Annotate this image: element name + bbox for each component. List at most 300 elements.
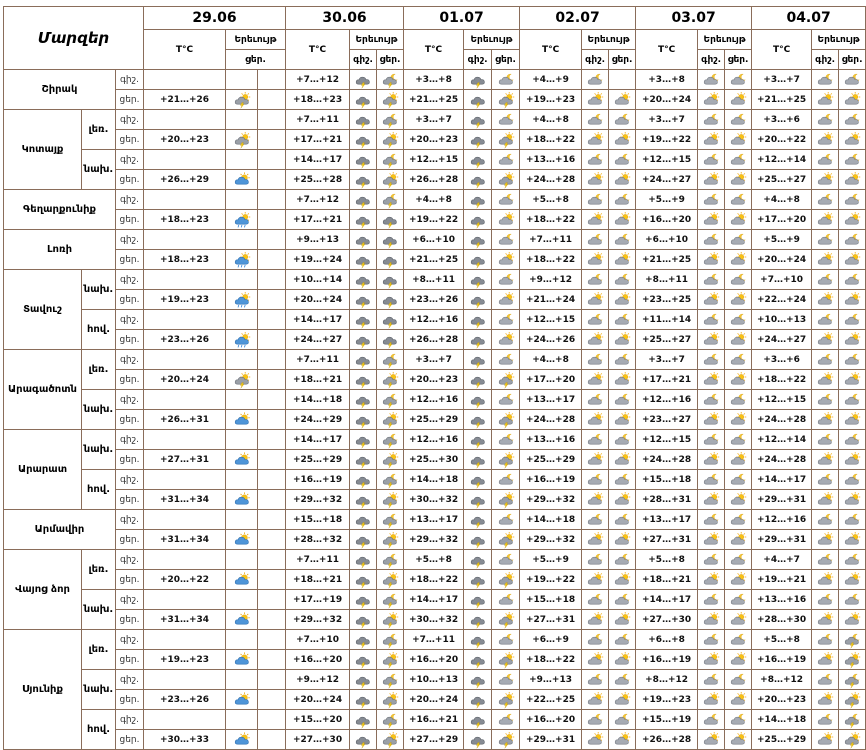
cloud-lightning-icon xyxy=(468,433,488,449)
temperature-cell: +9…+12 xyxy=(286,670,350,690)
weather-cell xyxy=(609,730,636,750)
weather-cell xyxy=(492,650,520,670)
cloudy-moon-icon xyxy=(701,713,721,729)
period-label: գիշ. xyxy=(116,70,144,90)
night-header: գիշ. xyxy=(698,50,725,70)
weather-cell xyxy=(350,710,377,730)
temperature-cell: +18…+22 xyxy=(520,210,582,230)
cloudy-sun-icon xyxy=(842,213,862,229)
cloudy-moon-icon xyxy=(612,273,632,289)
weather-cell xyxy=(464,290,492,310)
table-row xyxy=(4,250,866,270)
temperature-cell: +18…+23 xyxy=(286,90,350,110)
thunder-sun-icon xyxy=(496,733,516,749)
weather-cell xyxy=(698,650,725,670)
temperature-cell xyxy=(144,310,226,330)
cloudy-moon-icon xyxy=(815,353,835,369)
weather-cell xyxy=(377,470,404,490)
weather-cell xyxy=(226,550,258,570)
temperature-cell: +21…+25 xyxy=(404,90,464,110)
weather-cell xyxy=(377,450,404,470)
cloudy-moon-icon xyxy=(842,553,862,569)
zone-label: լեռ. xyxy=(82,110,116,150)
weather-cell xyxy=(258,530,286,550)
cloudy-moon-icon xyxy=(728,633,748,649)
cloudy-sun-icon xyxy=(728,653,748,669)
cloudy-sun-icon xyxy=(701,413,721,429)
weather-cell xyxy=(725,110,752,130)
cloudy-moon-icon xyxy=(496,353,516,369)
temperature-cell: +24…+27 xyxy=(636,170,698,190)
temperature-cell xyxy=(144,110,226,130)
cloud-lightning-icon xyxy=(353,233,373,249)
weather-cell xyxy=(725,410,752,430)
cloud-lightning-icon xyxy=(353,553,373,569)
partly-cloudy-icon xyxy=(232,573,252,589)
cloudy-sun-icon xyxy=(815,133,835,149)
cloudy-moon-icon xyxy=(612,673,632,689)
thunder-moon-icon xyxy=(380,633,400,649)
cloudy-moon-icon xyxy=(728,593,748,609)
temperature-cell: +24…+27 xyxy=(752,330,812,350)
weather-cell xyxy=(377,90,404,110)
cloudy-moon-icon xyxy=(701,73,721,89)
thunder-sun-icon xyxy=(380,693,400,709)
region-name: Լոռի xyxy=(4,230,116,270)
weather-cell xyxy=(492,670,520,690)
thunder-sun-icon xyxy=(380,533,400,549)
cloud-lightning-icon xyxy=(353,673,373,689)
weather-cell xyxy=(377,610,404,630)
weather-cell xyxy=(725,390,752,410)
temperature-cell: +3…+7 xyxy=(636,110,698,130)
temperature-cell: +12…+16 xyxy=(636,390,698,410)
zone-label: նախ. xyxy=(82,430,116,470)
temperature-cell: +19…+21 xyxy=(752,570,812,590)
weather-cell xyxy=(609,230,636,250)
weather-header: Երեւույթ xyxy=(350,30,404,50)
cloudy-moon-icon xyxy=(815,153,835,169)
temperature-cell: +14…+17 xyxy=(636,590,698,610)
temperature-cell: +18…+21 xyxy=(286,570,350,590)
weather-cell xyxy=(582,330,609,350)
temperature-cell: +12…+15 xyxy=(404,150,464,170)
weather-cell xyxy=(258,350,286,370)
cloudy-sun-icon xyxy=(612,693,632,709)
temperature-cell: +4…+8 xyxy=(404,190,464,210)
weather-cell xyxy=(725,670,752,690)
table-row xyxy=(4,150,866,170)
cloudy-moon-icon xyxy=(842,433,862,449)
weather-cell xyxy=(725,490,752,510)
temperature-cell: +5…+9 xyxy=(752,230,812,250)
weather-cell xyxy=(377,530,404,550)
weather-cell xyxy=(812,130,839,150)
period-label: գիշ. xyxy=(116,150,144,170)
weather-cell xyxy=(812,230,839,250)
partly-cloudy-icon xyxy=(232,653,252,669)
cloudy-sun-icon xyxy=(728,493,748,509)
weather-cell xyxy=(258,450,286,470)
weather-cell xyxy=(812,350,839,370)
weather-cell xyxy=(492,210,520,230)
weather-cell xyxy=(582,270,609,290)
temperature-cell: +7…+10 xyxy=(286,630,350,650)
cloudy-sun-icon xyxy=(842,533,862,549)
weather-cell xyxy=(725,430,752,450)
temperature-cell: +23…+26 xyxy=(144,690,226,710)
cloudy-sun-icon xyxy=(701,93,721,109)
cloudy-moon-icon xyxy=(585,113,605,129)
temperature-cell: +27…+31 xyxy=(520,610,582,630)
weather-cell xyxy=(609,290,636,310)
cloudy-sun-icon xyxy=(728,613,748,629)
cloudy-sun-icon xyxy=(815,373,835,389)
weather-cell xyxy=(698,230,725,250)
weather-cell xyxy=(839,130,866,150)
cloudy-moon-icon xyxy=(728,233,748,249)
temperature-cell: +31…+34 xyxy=(144,490,226,510)
cloudy-moon-icon xyxy=(585,353,605,369)
weather-cell xyxy=(839,690,866,710)
temperature-cell: +18…+21 xyxy=(636,570,698,590)
temperature-cell: +30…+32 xyxy=(404,610,464,630)
weather-cell xyxy=(725,530,752,550)
weather-cell xyxy=(725,370,752,390)
weather-cell xyxy=(258,430,286,450)
temperature-cell: +18…+21 xyxy=(286,370,350,390)
weather-cell xyxy=(492,390,520,410)
cloud-lightning-icon xyxy=(380,333,400,349)
weather-cell xyxy=(226,590,258,610)
temperature-cell: +18…+22 xyxy=(520,130,582,150)
cloudy-sun-icon xyxy=(728,373,748,389)
weather-cell xyxy=(839,70,866,90)
weather-cell xyxy=(377,350,404,370)
temperature-cell: +17…+21 xyxy=(286,210,350,230)
table-row xyxy=(4,730,866,750)
period-label: գիշ. xyxy=(116,230,144,250)
table-row xyxy=(4,610,866,630)
weather-cell xyxy=(226,630,258,650)
cloudy-moon-icon xyxy=(701,513,721,529)
temperature-cell: +17…+20 xyxy=(752,210,812,230)
weather-cell xyxy=(839,670,866,690)
temperature-cell: +4…+7 xyxy=(752,550,812,570)
table-row xyxy=(4,390,866,410)
thunder-sun-icon xyxy=(380,173,400,189)
cloud-lightning-icon xyxy=(353,393,373,409)
date-header: 02.07 xyxy=(520,7,636,30)
weather-cell xyxy=(698,70,725,90)
partly-cloudy-icon xyxy=(232,493,252,509)
weather-cell xyxy=(582,130,609,150)
date-header: 30.06 xyxy=(286,7,404,30)
cloudy-sun-icon xyxy=(815,533,835,549)
weather-cell xyxy=(377,710,404,730)
cloudy-moon-icon xyxy=(496,153,516,169)
weather-cell xyxy=(258,690,286,710)
region-name: Արմավիր xyxy=(4,510,116,550)
weather-cell xyxy=(582,70,609,90)
temperature-cell xyxy=(144,190,226,210)
temperature-cell xyxy=(144,230,226,250)
cloudy-moon-icon xyxy=(496,233,516,249)
weather-cell xyxy=(582,210,609,230)
temperature-cell: +24…+29 xyxy=(286,410,350,430)
weather-cell xyxy=(377,390,404,410)
temperature-cell: +14…+17 xyxy=(286,430,350,450)
weather-cell xyxy=(464,650,492,670)
weather-header: Երեւույթ xyxy=(698,30,752,50)
cloudy-moon-icon xyxy=(612,113,632,129)
cloud-lightning-icon xyxy=(468,93,488,109)
weather-cell xyxy=(258,650,286,670)
temperature-cell: +21…+26 xyxy=(144,90,226,110)
temperature-cell: +20…+22 xyxy=(144,570,226,590)
weather-cell xyxy=(698,130,725,150)
cloud-lightning-icon xyxy=(353,733,373,749)
weather-cell xyxy=(464,530,492,550)
partly-cloudy-icon xyxy=(232,453,252,469)
weather-cell xyxy=(582,590,609,610)
weather-cell xyxy=(226,150,258,170)
temp-header: T°C xyxy=(404,30,464,70)
cloud-lightning-icon xyxy=(380,273,400,289)
cloud-lightning-icon xyxy=(468,553,488,569)
weather-cell xyxy=(350,170,377,190)
weather-cell xyxy=(698,590,725,610)
cloudy-sun-icon xyxy=(701,613,721,629)
region-name: Կոտայք xyxy=(4,110,82,190)
cloudy-moon-icon xyxy=(585,633,605,649)
temperature-cell: +18…+22 xyxy=(520,650,582,670)
weather-cell xyxy=(492,550,520,570)
weather-cell xyxy=(226,690,258,710)
weather-cell xyxy=(492,70,520,90)
weather-cell xyxy=(609,690,636,710)
weather-cell xyxy=(492,170,520,190)
temperature-cell xyxy=(144,70,226,90)
cloud-lightning-icon xyxy=(468,513,488,529)
temperature-cell: +4…+8 xyxy=(520,350,582,370)
cloudy-moon-icon xyxy=(496,433,516,449)
table-row xyxy=(4,690,866,710)
cloudy-sun-icon xyxy=(585,293,605,309)
period-label: ցեր. xyxy=(116,610,144,630)
region-name: Սյունիք xyxy=(4,630,82,750)
weather-cell xyxy=(350,650,377,670)
cloudy-moon-icon xyxy=(585,193,605,209)
cloud-lightning-icon xyxy=(353,613,373,629)
weather-cell xyxy=(258,210,286,230)
weather-cell xyxy=(839,570,866,590)
temperature-cell: +19…+23 xyxy=(144,650,226,670)
cloudy-moon-icon xyxy=(701,193,721,209)
weather-cell xyxy=(226,670,258,690)
weather-cell xyxy=(812,290,839,310)
temperature-cell: +7…+10 xyxy=(752,270,812,290)
cloudy-moon-icon xyxy=(585,513,605,529)
period-label: ցեր. xyxy=(116,450,144,470)
weather-cell xyxy=(582,250,609,270)
period-label: գիշ. xyxy=(116,430,144,450)
temperature-cell: +17…+21 xyxy=(286,130,350,150)
weather-cell xyxy=(609,190,636,210)
weather-cell xyxy=(226,170,258,190)
weather-cell xyxy=(377,110,404,130)
cloudy-moon-icon xyxy=(842,153,862,169)
weather-cell xyxy=(698,350,725,370)
weather-cell xyxy=(258,150,286,170)
cloudy-moon-icon xyxy=(612,233,632,249)
cloud-lightning-icon xyxy=(353,433,373,449)
period-label: ցեր. xyxy=(116,650,144,670)
temperature-cell: +12…+16 xyxy=(404,430,464,450)
temperature-cell: +7…+11 xyxy=(520,230,582,250)
temperature-cell: +12…+15 xyxy=(520,310,582,330)
thunder-sun-icon xyxy=(842,733,862,749)
weather-cell xyxy=(698,610,725,630)
cloudy-moon-icon xyxy=(728,153,748,169)
weather-cell xyxy=(812,730,839,750)
temperature-cell xyxy=(144,470,226,490)
cloud-lightning-icon xyxy=(468,473,488,489)
night-header: գիշ. xyxy=(582,50,609,70)
weather-cell xyxy=(812,190,839,210)
weather-cell xyxy=(258,630,286,650)
cloud-lightning-icon xyxy=(468,613,488,629)
weather-cell xyxy=(609,410,636,430)
temperature-cell: +20…+23 xyxy=(404,130,464,150)
cloud-lightning-icon xyxy=(353,713,373,729)
temperature-cell: +22…+25 xyxy=(520,690,582,710)
cloudy-moon-icon xyxy=(496,113,516,129)
weather-cell xyxy=(839,490,866,510)
weather-cell xyxy=(582,90,609,110)
temperature-cell: +19…+22 xyxy=(404,210,464,230)
cloud-rain-icon xyxy=(232,253,252,269)
weather-cell xyxy=(812,410,839,430)
temperature-cell: +24…+26 xyxy=(520,330,582,350)
cloudy-moon-icon xyxy=(585,593,605,609)
weather-cell xyxy=(350,90,377,110)
weather-cell xyxy=(258,370,286,390)
weather-cell xyxy=(350,190,377,210)
cloud-lightning-icon xyxy=(468,573,488,589)
cloud-lightning-icon xyxy=(380,213,400,229)
cloudy-sun-icon xyxy=(815,173,835,189)
period-label: գիշ. xyxy=(116,190,144,210)
temperature-cell: +3…+7 xyxy=(636,350,698,370)
cloudy-sun-icon xyxy=(728,133,748,149)
temperature-cell: +26…+28 xyxy=(636,730,698,750)
cloud-lightning-icon xyxy=(353,313,373,329)
temperature-cell xyxy=(144,270,226,290)
weather-cell xyxy=(725,130,752,150)
cloudy-moon-icon xyxy=(701,393,721,409)
temperature-cell: +4…+8 xyxy=(520,110,582,130)
thunder-sun-icon xyxy=(842,653,862,669)
weather-cell xyxy=(609,170,636,190)
table-row xyxy=(4,430,866,450)
cloudy-moon-icon xyxy=(728,113,748,129)
temperature-cell: +20…+22 xyxy=(752,130,812,150)
temperature-cell: +24…+28 xyxy=(636,450,698,470)
temperature-cell: +6…+9 xyxy=(520,630,582,650)
cloudy-sun-icon xyxy=(701,693,721,709)
temperature-cell: +25…+29 xyxy=(520,450,582,470)
weather-cell xyxy=(464,170,492,190)
weather-cell xyxy=(698,670,725,690)
region-name: Տավուշ xyxy=(4,270,82,350)
temperature-cell: +20…+23 xyxy=(144,130,226,150)
weather-cell xyxy=(464,470,492,490)
cloudy-moon-icon xyxy=(701,113,721,129)
weather-cell xyxy=(609,590,636,610)
temperature-cell: +8…+11 xyxy=(636,270,698,290)
temperature-cell: +5…+8 xyxy=(520,190,582,210)
temp-header: T°C xyxy=(286,30,350,70)
temp-header: T°C xyxy=(520,30,582,70)
weather-cell xyxy=(812,150,839,170)
temperature-cell: +26…+31 xyxy=(144,410,226,430)
thunder-moon-icon xyxy=(380,193,400,209)
temperature-cell: +15…+18 xyxy=(286,510,350,530)
cloudy-moon-icon xyxy=(728,473,748,489)
weather-cell xyxy=(350,370,377,390)
weather-cell xyxy=(725,590,752,610)
cloudy-sun-icon xyxy=(815,493,835,509)
weather-cell xyxy=(839,730,866,750)
cloud-rain-icon xyxy=(232,293,252,309)
weather-cell xyxy=(725,150,752,170)
temperature-cell: +23…+26 xyxy=(144,330,226,350)
temperature-cell: +25…+29 xyxy=(752,730,812,750)
weather-cell xyxy=(609,510,636,530)
weather-cell xyxy=(698,210,725,230)
table-row xyxy=(4,510,866,530)
weather-cell xyxy=(582,730,609,750)
cloudy-moon-icon xyxy=(701,353,721,369)
cloudy-moon-icon xyxy=(612,633,632,649)
weather-cell xyxy=(812,570,839,590)
cloudy-sun-icon xyxy=(701,453,721,469)
cloud-lightning-icon xyxy=(353,133,373,149)
table-row xyxy=(4,350,866,370)
weather-cell xyxy=(698,270,725,290)
cloudy-moon-icon xyxy=(815,633,835,649)
weather-cell xyxy=(464,150,492,170)
cloudy-sun-icon xyxy=(701,533,721,549)
weather-cell xyxy=(725,650,752,670)
weather-cell xyxy=(350,470,377,490)
weather-cell xyxy=(839,330,866,350)
period-label: ցեր. xyxy=(116,290,144,310)
weather-cell xyxy=(464,730,492,750)
period-label: գիշ. xyxy=(116,710,144,730)
cloudy-sun-icon xyxy=(815,653,835,669)
weather-cell xyxy=(226,230,258,250)
table-row xyxy=(4,650,866,670)
weather-cell xyxy=(582,110,609,130)
thunder-sun-icon xyxy=(496,613,516,629)
cloudy-sun-icon xyxy=(612,253,632,269)
night-header: գիշ. xyxy=(350,50,377,70)
weather-cell xyxy=(839,410,866,430)
zone-label: նախ. xyxy=(82,390,116,430)
period-label: ցեր. xyxy=(116,410,144,430)
